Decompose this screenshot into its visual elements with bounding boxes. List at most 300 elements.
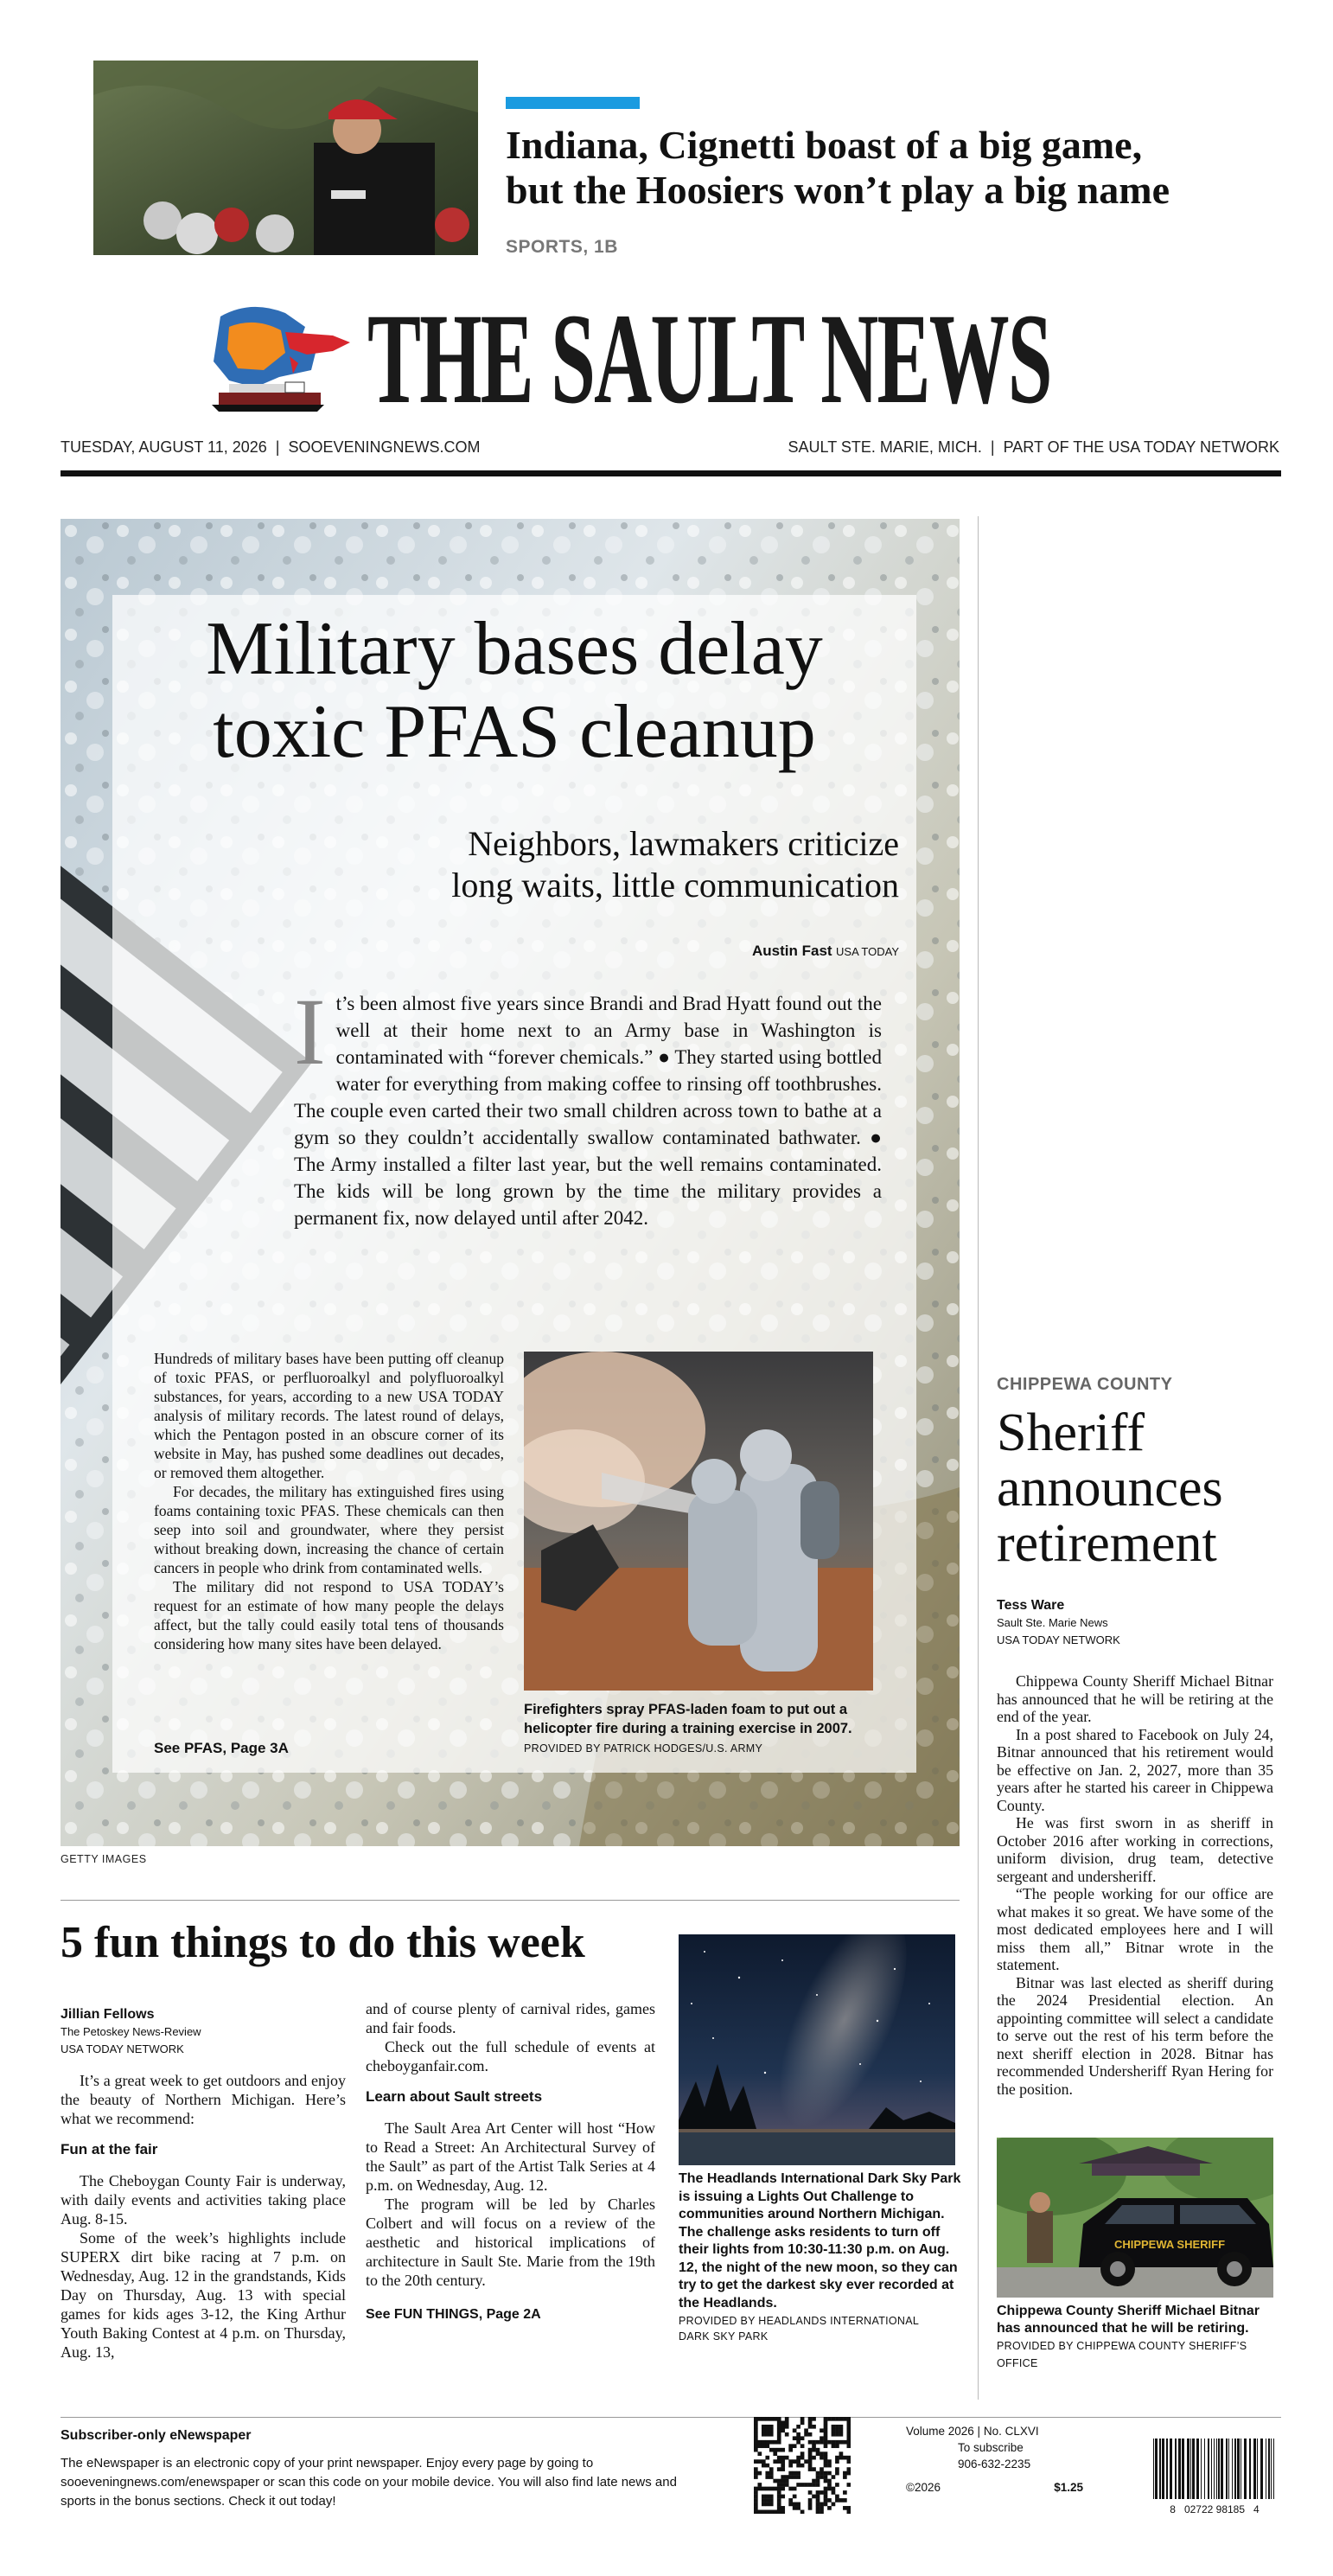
main-headline[interactable] (112, 608, 916, 774)
qr-module (820, 2502, 824, 2507)
qr-module (824, 2464, 828, 2468)
qr-module (754, 2425, 758, 2429)
fun-things-author: Jillian Fellows (61, 2007, 155, 2022)
qr-module (800, 2456, 805, 2460)
qr-module (781, 2510, 785, 2514)
fun-things-column-2 (366, 1999, 655, 2324)
qr-module (754, 2475, 758, 2479)
qr-module (808, 2502, 813, 2507)
qr-module (788, 2487, 793, 2491)
main-jump-link[interactable]: See PFAS, Page 3A (154, 1740, 289, 1756)
qr-module (781, 2456, 785, 2460)
qr-module (835, 2495, 839, 2499)
barcode-bar (1273, 2439, 1274, 2499)
qr-module (800, 2483, 805, 2487)
qr-module (788, 2448, 793, 2452)
qr-module (847, 2510, 851, 2514)
qr-module (843, 2440, 847, 2445)
qr-module (812, 2495, 816, 2499)
qr-module (843, 2490, 847, 2495)
fun-things-author-org: The Petoskey News-Review (61, 2025, 201, 2038)
barcode-bar (1153, 2439, 1154, 2499)
qr-module (773, 2479, 777, 2483)
barcode-bar (1228, 2439, 1229, 2499)
qr-module (796, 2475, 800, 2479)
qr-module (793, 2459, 797, 2464)
sheriff-headline-line2: announces (997, 1459, 1223, 1518)
qr-module (824, 2440, 828, 2445)
qr-module (781, 2487, 785, 2491)
qr-module (796, 2506, 800, 2510)
qr-module (847, 2444, 851, 2448)
qr-module (839, 2417, 844, 2421)
qr-module (835, 2428, 839, 2432)
masthead-rule (61, 470, 1281, 476)
fair-paragraph: Some of the week’s highlights include SUPERX dirt bike racing at 7 p.m. on Wednesday, Aug. 12 in the grandstands, Kids Day on Thursday, Aug. 13 with special games for kids ages 3-12, the King Arthur Youth Baking Contest at 4 p.m. on Thursday, Aug. 13, (61, 2229, 346, 2361)
qr-module (777, 2506, 781, 2510)
qr-module (762, 2444, 766, 2448)
qr-module (769, 2448, 774, 2452)
qr-module (765, 2444, 769, 2448)
qr-module (765, 2432, 769, 2437)
qr-module (796, 2436, 800, 2440)
sheriff-paragraph: “The people working for our office are what makes it so great. We have some of the most dedicated employees here and I will miss them all,” Bitnar wrote in the statement. (997, 1885, 1273, 1973)
qr-module (816, 2440, 820, 2445)
qr-module (812, 2456, 816, 2460)
qr-module (824, 2428, 828, 2432)
sheriff-author-org: Sault Ste. Marie News (997, 1616, 1108, 1629)
qr-module (804, 2428, 808, 2432)
qr-module (769, 2495, 774, 2499)
qr-module (796, 2459, 800, 2464)
qr-module (785, 2420, 789, 2425)
main-body-column (154, 1349, 504, 1653)
qr-module (765, 2495, 769, 2499)
qr-module (788, 2475, 793, 2479)
qr-module (816, 2451, 820, 2456)
qr-module (800, 2510, 805, 2514)
barcode-bar (1196, 2439, 1199, 2499)
drop-cap: I (294, 979, 326, 1084)
qr-module (812, 2467, 816, 2471)
main-lede (294, 979, 882, 1231)
section-divider (61, 1900, 960, 1901)
qr-module (757, 2471, 762, 2476)
barcode-bar (1249, 2439, 1251, 2499)
qr-module (777, 2467, 781, 2471)
sheriff-body (997, 1672, 1273, 2098)
qr-module (762, 2428, 766, 2432)
teaser-accent-bar (506, 97, 640, 109)
qr-module (835, 2483, 839, 2487)
qr-module (765, 2425, 769, 2429)
teaser-headline-line2: but the Hoosiers won’t play a big name (506, 168, 1170, 212)
barcode-bar (1237, 2439, 1240, 2499)
qr-module (777, 2456, 781, 2460)
qr-module (835, 2471, 839, 2476)
qr-module (765, 2440, 769, 2445)
qr-module (839, 2498, 844, 2502)
qr-module (754, 2490, 758, 2495)
barcode-bar (1216, 2439, 1217, 2499)
barcode-bar (1201, 2439, 1202, 2499)
qr-module (812, 2444, 816, 2448)
qr-module (827, 2479, 832, 2483)
qr-module (777, 2425, 781, 2429)
qr-module (762, 2432, 766, 2437)
qr-module (835, 2432, 839, 2437)
qr-module (808, 2451, 813, 2456)
vehicle-sheriff-text: CHIPPEWA SHERIFF (1113, 2238, 1226, 2251)
qr-module (824, 2451, 828, 2456)
qr-module (835, 2498, 839, 2502)
sheriff-caption-text: Chippewa County Sheriff Michael Bitnar has announced that he will be retiring. (997, 2304, 1260, 2336)
qr-module (804, 2459, 808, 2464)
dark-sky-caption-text: The Headlands International Dark Sky Park is issuing a Lights Out Challenge to communities around Northern Michigan. The challenge asks residents to turn off their lights from 10:30-11:30 p.m. on Aug. 12, the night of the new moon, so they can try to get the darkest sky ever recorded at the Headlands. (679, 2171, 961, 2311)
qr-module (839, 2440, 844, 2445)
main-headline-line1: Military bases delay (206, 607, 823, 691)
qr-module (769, 2428, 774, 2432)
barcode-bar (1170, 2439, 1172, 2499)
barcode-bar (1190, 2439, 1191, 2499)
qr-module (754, 2506, 758, 2510)
qr-module (781, 2483, 785, 2487)
qr-module (824, 2420, 828, 2425)
sheriff-vehicle-photo (997, 2138, 1273, 2298)
qr-module (769, 2510, 774, 2514)
sheriff-photo-caption (997, 2303, 1282, 2372)
qr-module (769, 2502, 774, 2507)
qr-module (793, 2444, 797, 2448)
qr-module (816, 2475, 820, 2479)
qr-module (788, 2444, 793, 2448)
qr-module (816, 2471, 820, 2476)
qr-module (820, 2440, 824, 2445)
qr-module (816, 2483, 820, 2487)
qr-module (835, 2456, 839, 2460)
qr-module (762, 2487, 766, 2491)
enewspaper-title: Subscriber-only eNewspaper (61, 2428, 252, 2443)
qr-module (769, 2498, 774, 2502)
qr-module (808, 2425, 813, 2429)
qr-module (827, 2498, 832, 2502)
qr-module (781, 2479, 785, 2483)
qr-module (754, 2510, 758, 2514)
qr-module (781, 2425, 785, 2429)
qr-module (796, 2425, 800, 2429)
qr-module (785, 2417, 789, 2421)
price: $1.25 (1054, 2481, 1083, 2494)
qr-module (754, 2428, 758, 2432)
qr-module (820, 2436, 824, 2440)
qr-module (808, 2467, 813, 2471)
qr-module (773, 2487, 777, 2491)
main-body-paragraph: The military did not respond to USA TODAY’s request for an estimate of how many people the delays affect, but the tally could easily total tens of thousands considering how many sites have been delayed. (154, 1578, 504, 1652)
qr-module (757, 2487, 762, 2491)
firefighter-photo-caption (524, 1700, 878, 1758)
qr-module (824, 2432, 828, 2437)
qr-module (843, 2506, 847, 2510)
subscribe-phone[interactable]: 906-632-2235 (958, 2458, 1031, 2471)
qr-module (762, 2464, 766, 2468)
qr-module (762, 2495, 766, 2499)
barcode-bar (1271, 2439, 1272, 2499)
qr-module (808, 2506, 813, 2510)
qr-module (754, 2436, 758, 2440)
qr-module (847, 2471, 851, 2476)
sheriff-paragraph: He was first sworn in as sheriff in October 2016 after working in corrections, uniform division, drug team, detective sergeant and undersheriff. (997, 1814, 1273, 1885)
qr-module (762, 2498, 766, 2502)
qr-module (804, 2432, 808, 2437)
qr-module (832, 2490, 836, 2495)
qr-module (757, 2440, 762, 2445)
qr-module (762, 2502, 766, 2507)
barcode-bar (1232, 2439, 1233, 2499)
main-body-paragraph: Hundreds of military bases have been putting off cleanup of toxic PFAS, or perfluoroalkyl and polyfluoroalkyl substances, for years, according to a new USA TODAY analysis of military records. The latest round of delays, which the Pentagon posted in an obscure corner of its website in May, has pushed some deadlines out decades, or removed them altogether. (154, 1350, 504, 1481)
qr-module (769, 2425, 774, 2429)
qr-module (832, 2428, 836, 2432)
qr-module (757, 2444, 762, 2448)
masthead-title[interactable]: THE SAULT NEWS (367, 287, 1051, 431)
main-headline-line2: toxic PFAS cleanup (213, 690, 816, 774)
qr-module (812, 2440, 816, 2445)
qr-module (800, 2464, 805, 2468)
fair-paragraph: Check out the full schedule of events at cheboyganfair.com. (366, 2038, 655, 2074)
qr-module (762, 2417, 766, 2421)
barcode-bar (1166, 2439, 1168, 2499)
qr-module (832, 2417, 836, 2421)
main-author-affiliation: USA TODAY (836, 945, 899, 958)
qr-module (839, 2456, 844, 2460)
qr-module (757, 2483, 762, 2487)
qr-module (832, 2487, 836, 2491)
qr-module (824, 2490, 828, 2495)
qr-module (835, 2417, 839, 2421)
qr-module (754, 2459, 758, 2464)
barcode-bar (1182, 2439, 1184, 2499)
qr-module (824, 2425, 828, 2429)
qr-module (754, 2420, 758, 2425)
qr-module (808, 2448, 813, 2452)
fair-paragraph: The Cheboygan County Fair is underway, with daily events and activities taking place Aug. 8-15. (61, 2172, 346, 2228)
qr-module (769, 2475, 774, 2479)
barcode-bar (1268, 2439, 1270, 2499)
qr-module (827, 2487, 832, 2491)
qr-module (777, 2498, 781, 2502)
teaser-headline[interactable] (506, 123, 1284, 213)
qr-module (800, 2417, 805, 2421)
qr-module (827, 2459, 832, 2464)
qr-module (843, 2498, 847, 2502)
qr-module (777, 2495, 781, 2499)
qr-module (808, 2483, 813, 2487)
fun-things-column-1 (61, 2071, 346, 2362)
qr-module (832, 2432, 836, 2437)
qr-module (816, 2495, 820, 2499)
qr-module (765, 2510, 769, 2514)
barcode-bar (1204, 2439, 1205, 2499)
qr-module (835, 2440, 839, 2445)
qr-module (812, 2417, 816, 2421)
barcode-bar (1253, 2439, 1256, 2499)
qr-module (824, 2495, 828, 2499)
qr-module (832, 2440, 836, 2445)
qr-module (847, 2483, 851, 2487)
qr-module (847, 2428, 851, 2432)
subscribe-label: To subscribe (958, 2441, 1024, 2454)
qr-module (832, 2425, 836, 2429)
qr-module (773, 2459, 777, 2464)
qr-module (847, 2456, 851, 2460)
qr-module (765, 2487, 769, 2491)
barcode-bar (1218, 2439, 1220, 2499)
main-subhead (311, 823, 899, 906)
qr-module (808, 2440, 813, 2445)
qr-module (824, 2471, 828, 2476)
qr-module (777, 2448, 781, 2452)
qr-module (796, 2471, 800, 2476)
barcode-bar (1208, 2439, 1209, 2499)
qr-module (765, 2428, 769, 2432)
qr-module (832, 2475, 836, 2479)
qr-module (793, 2487, 797, 2491)
qr-module (765, 2498, 769, 2502)
qr-module (781, 2467, 785, 2471)
qr-module (820, 2456, 824, 2460)
barcode-bar (1162, 2439, 1164, 2499)
masthead-date-site: TUESDAY, AUGUST 11, 2026 | SOOEVENINGNEWS.COM (61, 438, 481, 456)
sheriff-byline (997, 1597, 1273, 1649)
qr-module (793, 2471, 797, 2476)
qr-module (769, 2467, 774, 2471)
qr-code[interactable] (754, 2417, 851, 2514)
qr-module (824, 2459, 828, 2464)
qr-module (835, 2425, 839, 2429)
edition-info (906, 2423, 1096, 2496)
qr-module (785, 2475, 789, 2479)
qr-module (816, 2498, 820, 2502)
qr-module (754, 2502, 758, 2507)
qr-module (781, 2448, 785, 2452)
barcode-number: 8 02722 98185 4 (1170, 2503, 1260, 2515)
qr-module (847, 2420, 851, 2425)
qr-module (785, 2479, 789, 2483)
qr-module (765, 2456, 769, 2460)
qr-module (781, 2464, 785, 2468)
qr-module (762, 2440, 766, 2445)
qr-module (765, 2475, 769, 2479)
barcode-bar (1257, 2439, 1258, 2499)
qr-module (816, 2502, 820, 2507)
fun-things-byline (61, 2006, 337, 2058)
qr-module (769, 2432, 774, 2437)
dark-sky-photo-credit-line2: DARK SKY PARK (679, 2330, 769, 2343)
qr-module (765, 2471, 769, 2476)
qr-module (824, 2444, 828, 2448)
barcode-bar (1159, 2439, 1161, 2499)
qr-module (781, 2506, 785, 2510)
fun-things-jump-link[interactable]: See FUN THINGS, Page 2A (366, 2307, 541, 2322)
fun-things-headline[interactable]: 5 fun things to do this week (61, 1918, 585, 1967)
qr-module (827, 2464, 832, 2468)
sheriff-headline[interactable] (997, 1405, 1282, 1571)
qr-module (843, 2417, 847, 2421)
qr-module (847, 2436, 851, 2440)
qr-module (820, 2428, 824, 2432)
qr-module (777, 2483, 781, 2487)
dark-sky-caption (679, 2170, 964, 2343)
qr-module (800, 2420, 805, 2425)
enewspaper-description: The eNewspaper is an electronic copy of your print newspaper. Enjoy every page by going to sooeveningnews.com/enewspaper or scan this code on your mobile device. You will also find late news and sports in the bonus sections. Check it out today! (61, 2456, 677, 2509)
qr-module (847, 2417, 851, 2421)
qr-module (843, 2475, 847, 2479)
qr-module (796, 2440, 800, 2445)
teaser-section-label[interactable]: SPORTS, 1B (506, 237, 618, 257)
qr-module (762, 2459, 766, 2464)
qr-module (785, 2483, 789, 2487)
qr-module (785, 2432, 789, 2437)
volume-number: Volume 2026 | No. CLXVI (906, 2425, 1039, 2438)
qr-module (824, 2498, 828, 2502)
sheriff-section-label: CHIPPEWA COUNTY (997, 1375, 1173, 1394)
barcode-bar (1175, 2439, 1177, 2499)
copyright: ©2026 (906, 2481, 941, 2494)
main-byline (432, 943, 899, 960)
qr-module (793, 2475, 797, 2479)
qr-module (777, 2510, 781, 2514)
qr-module (847, 2432, 851, 2437)
qr-module (808, 2456, 813, 2460)
sheriff-headline-line1: Sheriff (997, 1403, 1145, 1462)
main-subhead-line1: Neighbors, lawmakers criticize (468, 824, 899, 863)
qr-module (773, 2448, 777, 2452)
qr-module (812, 2425, 816, 2429)
qr-module (839, 2432, 844, 2437)
qr-module (769, 2417, 774, 2421)
qr-module (839, 2425, 844, 2429)
qr-module (757, 2510, 762, 2514)
qr-module (835, 2467, 839, 2471)
qr-module (812, 2483, 816, 2487)
qr-module (785, 2425, 789, 2429)
barcode-bar (1260, 2439, 1263, 2499)
barcode-bar (1187, 2439, 1189, 2499)
qr-module (808, 2498, 813, 2502)
qr-module (827, 2471, 832, 2476)
qr-module (781, 2428, 785, 2432)
qr-module (788, 2464, 793, 2468)
qr-module (808, 2420, 813, 2425)
streets-heading: Learn about Sault streets (366, 2088, 543, 2105)
qr-module (796, 2432, 800, 2437)
barcode-bar (1234, 2439, 1236, 2499)
qr-module (820, 2490, 824, 2495)
qr-module (808, 2490, 813, 2495)
fair-paragraph: and of course plenty of carnival rides, games and fair foods. (366, 2000, 655, 2036)
barcode (1150, 2439, 1279, 2516)
sheriff-paragraph: In a post shared to Facebook on July 24, Bitnar announced that his retirement would be effective on Jan. 2, 2027, more than 35 years after he started his career in Chippewa County. (997, 1725, 1273, 1814)
qr-module (757, 2459, 762, 2464)
qr-module (762, 2510, 766, 2514)
barcode-bar (1192, 2439, 1195, 2499)
qr-module (773, 2451, 777, 2456)
qr-module (808, 2417, 813, 2421)
qr-module (827, 2506, 832, 2510)
qr-module (843, 2456, 847, 2460)
fun-things-author-network: USA TODAY NETWORK (61, 2042, 184, 2055)
qr-module (754, 2487, 758, 2491)
qr-module (777, 2479, 781, 2483)
